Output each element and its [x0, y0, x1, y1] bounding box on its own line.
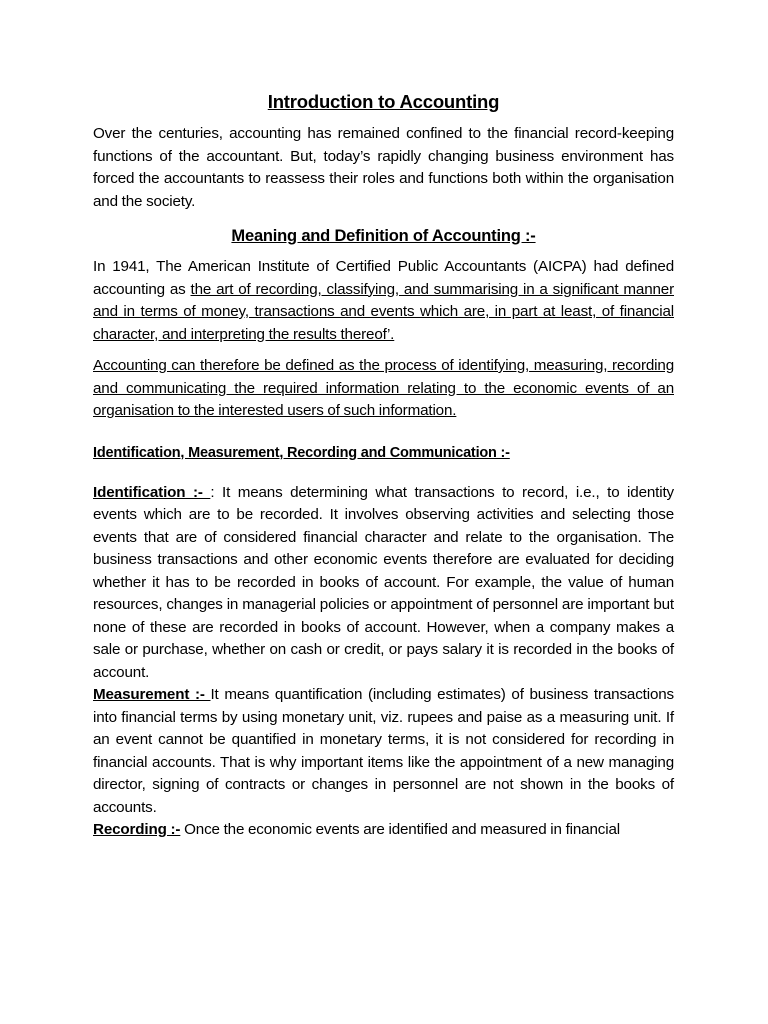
imrc-heading: Identification, Measurement, Recording and Communication :-	[93, 444, 510, 461]
meaning-heading: Meaning and Definition of Accounting :-	[231, 227, 536, 245]
aicpa-definition: the art of recording, classifying, and summarising in a significant manner and in terms of money, transactions and events which are, in part at least, of financial character, and interpreting the results thereof’.	[93, 280, 674, 343]
recording-paragraph	[93, 819, 674, 842]
measurement-text: It means quantification (including estimates) of business transactions into financial terms by using monetary unit, viz. rupees and paise as a measuring unit. If an event cannot be quantified in monetary terms, it is not considered for recording in financial accounts. That is why important items like the appointment of a new managing director, signing of contracts or changes in personnel are not shown in the books of accounts.	[93, 686, 674, 816]
definition-paragraph: Accounting can therefore be defined as the process of identifying, measuring, recording and communicating the required information relating to the economic events of an organisation to the interested users of such information.	[93, 357, 674, 419]
identification-term: Identification :-	[93, 483, 211, 501]
identification-text: : It means determining what transactions to record, i.e., to identity events which are to be recorded. It involves observing activities and selecting those events that are of considered financial character and relate to the organisation. The business transactions and other economic events therefore are evaluated for deciding whether it has to be recorded in books of account. For example, the value of human resources, changes in managerial policies or appointment of personnel are important but none of these are recorded in books of account. However, when a company makes a sale or purchase, whether on cash or credit, or pays salary it is recorded in the books of account.	[93, 483, 674, 681]
aicpa-lead: In 1941, The American Institute of Certified Public Accountants (AICPA) had defined accounting as	[93, 258, 674, 298]
recording-text: Once the economic events are identified and measured in financial	[180, 821, 620, 838]
identification-paragraph	[93, 482, 674, 685]
measurement-term: Measurement :-	[93, 686, 211, 703]
intro-paragraph: Over the centuries, accounting has remained confined to the financial record-keeping functions of the accountant. But, today’s rapidly changing business environment has forced the accountants to reassess their roles and functions both within the organisation and the society.	[93, 125, 674, 210]
aicpa-paragraph	[93, 256, 674, 346]
document-title: Introduction to Accounting	[267, 91, 500, 112]
measurement-paragraph	[93, 684, 674, 819]
recording-term: Recording :-	[93, 821, 181, 838]
